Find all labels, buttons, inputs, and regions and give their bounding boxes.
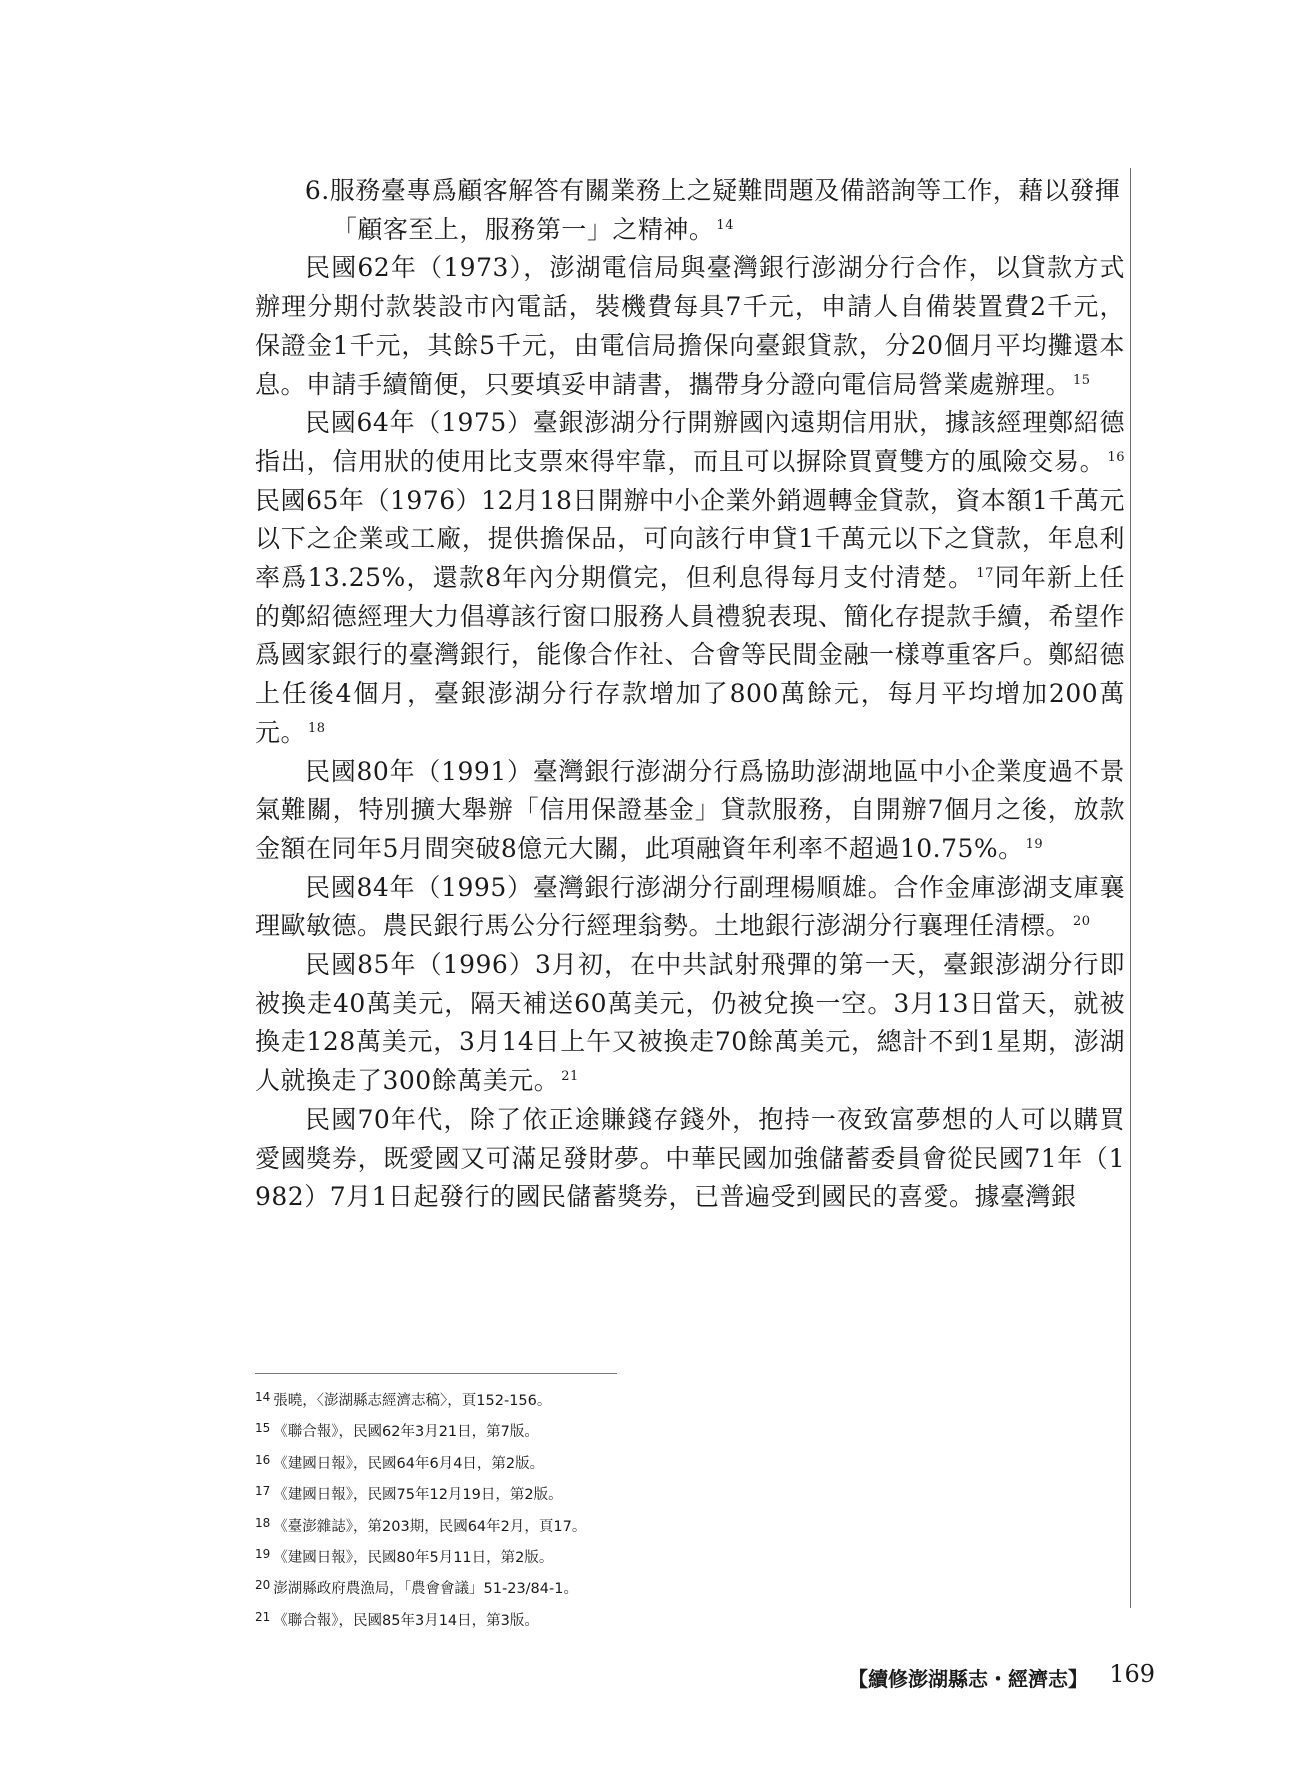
page-number: 169 bbox=[1109, 1660, 1155, 1688]
footnote-text: 《臺澎雜誌》，第203期，民國64年2月，頁17。 bbox=[273, 1518, 587, 1535]
paragraph-1991 bbox=[255, 753, 1125, 869]
footnote-text: 張曉，〈澎湖縣志經濟志稿〉，頁152-156。 bbox=[273, 1393, 552, 1409]
footnote-divider bbox=[255, 1373, 617, 1374]
item6-line1: 6.服務臺專爲顧客解答有關業務上之疑難問題及備諮詢等工作，藉以發揮 bbox=[304, 176, 1121, 205]
paragraph-text: 民國65年（1976）12月18日開辦中小企業外銷週轉金貸款，資本額1千萬元以下之企業或工廠，提供擔保品，可向該行申貸1千萬元以下之貸款，年息利率爲13.25%，還款8年內分期償完，但利息得每月支付清楚。 bbox=[255, 485, 1125, 593]
footnote-number: 17 bbox=[255, 1484, 271, 1499]
footnote-18 bbox=[255, 1510, 1055, 1541]
paragraph-text: 民國70年代，除了依正途賺錢存錢外，抱持一夜致富夢想的人可以購買愛國獎券，既愛國又可滿足發財夢。中華民國加強儲蓄委員會從民國71年（1982）7月1日起發行的國民儲蓄獎券，已普遍受到國民的喜愛。據臺灣銀 bbox=[255, 1104, 1125, 1212]
paragraph-text: 民國80年（1991）臺灣銀行澎湖分行爲協助澎湖地區中小企業度過不景氣難關，特別擴大舉辦「信用保證基金」貸款服務，自開辦7個月之後，放款金額在同年5月間突破8億元大關，此項融資年利率不超過10.75%。 bbox=[255, 756, 1125, 863]
footnote-ref[interactable]: 20 bbox=[1073, 914, 1091, 930]
footnote-19 bbox=[255, 1541, 1055, 1572]
footnote-number: 20 bbox=[255, 1578, 271, 1593]
paragraph-1975 bbox=[255, 404, 1125, 752]
footnote-20 bbox=[255, 1572, 1055, 1603]
list-item-6 bbox=[255, 172, 1125, 249]
footnote-14 bbox=[255, 1384, 1055, 1415]
book-title: 【續修澎湖縣志・經濟志】 bbox=[848, 1667, 1089, 1691]
item6-line2: 「顧客至上，服務第一」之精神。 bbox=[331, 214, 715, 244]
paragraph-1996 bbox=[255, 946, 1125, 1101]
footnote-21 bbox=[255, 1604, 1055, 1635]
footnote-ref[interactable]: 16 bbox=[1107, 449, 1125, 465]
footnote-15 bbox=[255, 1415, 1055, 1446]
paragraph-1973 bbox=[255, 249, 1125, 404]
margin-rule bbox=[1130, 168, 1131, 1608]
footnote-number: 15 bbox=[255, 1421, 271, 1436]
footnote-number: 16 bbox=[255, 1452, 271, 1467]
footnote-16 bbox=[255, 1447, 1055, 1478]
footnote-text: 澎湖縣政府農漁局，「農會會議」51-23/84-1。 bbox=[273, 1581, 578, 1598]
paragraph-text: 民國85年（1996）3月初，在中共試射飛彈的第一天，臺銀澎湖分行即被換走40萬美元，隔天補送60萬美元，仍被兌換一空。3月13日當天，就被換走128萬美元，3月14日上午又被換走70餘萬美元，總計不到1星期，澎湖人就換走了300餘萬美元。 bbox=[255, 950, 1125, 1096]
item6-line2-wrap bbox=[305, 211, 1125, 250]
paragraph-text: 民國84年（1995）臺灣銀行澎湖分行副理楊順雄。合作金庫澎湖支庫襄理歐敏德。農民銀行馬公分行經理翁勢。土地銀行澎湖分行襄理任清標。 bbox=[255, 872, 1125, 941]
footnote-number: 14 bbox=[255, 1390, 271, 1404]
footnote-17 bbox=[255, 1478, 1055, 1509]
footnote-text: 《建國日報》，民國80年5月11日，第2版。 bbox=[273, 1550, 554, 1567]
footnote-number: 19 bbox=[255, 1547, 271, 1562]
footnote-ref[interactable]: 19 bbox=[1025, 836, 1044, 852]
footnote-text: 《聯合報》，民國62年3月21日，第7版。 bbox=[273, 1424, 539, 1441]
footnote-text: 《建國日報》，民國75年12月19日，第2版。 bbox=[273, 1487, 563, 1504]
footnote-ref[interactable]: 14 bbox=[716, 217, 734, 233]
main-text bbox=[255, 172, 1125, 1217]
footnote-ref[interactable]: 21 bbox=[561, 1069, 579, 1085]
footnote-ref[interactable]: 15 bbox=[1073, 372, 1091, 388]
paragraph-text: 民國62年（1973），澎湖電信局與臺灣銀行澎湖分行合作，以貸款方式辦理分期付款裝設市內電話，裝機費每具7千元，申請人自備裝置費2千元，保證金1千元，其餘5千元，由電信局擔保向臺銀貸款，分20個月平均攤還本息。申請手續簡便，只要填妥申請書，攜帶身分證向電信局營業處辦理。 bbox=[255, 253, 1125, 399]
paragraph-text: 同年新上任的鄭紹德經理大力倡導該行窗口服務人員禮貌表現、簡化存提款手續，希望作爲國家銀行的臺灣銀行，能像合作社、合會等民間金融一樣尊重客戶。鄭紹德上任後4個月，臺銀澎湖分行存款增加了800萬餘元，每月平均增加200萬元。 bbox=[255, 563, 1125, 747]
paragraph-1980s bbox=[255, 1101, 1125, 1217]
paragraph-text: 民國64年（1975）臺銀澎湖分行開辦國內遠期信用狀，據該經理鄭紹德指出，信用狀的使用比支票來得牢靠，而且可以摒除買賣雙方的風險交易。 bbox=[255, 408, 1125, 476]
footnote-ref[interactable]: 18 bbox=[308, 720, 326, 736]
running-footer bbox=[848, 1663, 1147, 1692]
footnote-ref[interactable]: 17 bbox=[976, 566, 994, 582]
footnote-text: 《建國日報》，民國64年6月4日，第2版。 bbox=[273, 1455, 545, 1472]
paragraph-1995 bbox=[255, 869, 1125, 946]
footnotes bbox=[255, 1384, 1055, 1635]
footnote-text: 《聯合報》，民國85年3月14日，第3版。 bbox=[273, 1612, 539, 1629]
footnote-number: 18 bbox=[255, 1515, 271, 1530]
footnote-number: 21 bbox=[255, 1609, 271, 1624]
